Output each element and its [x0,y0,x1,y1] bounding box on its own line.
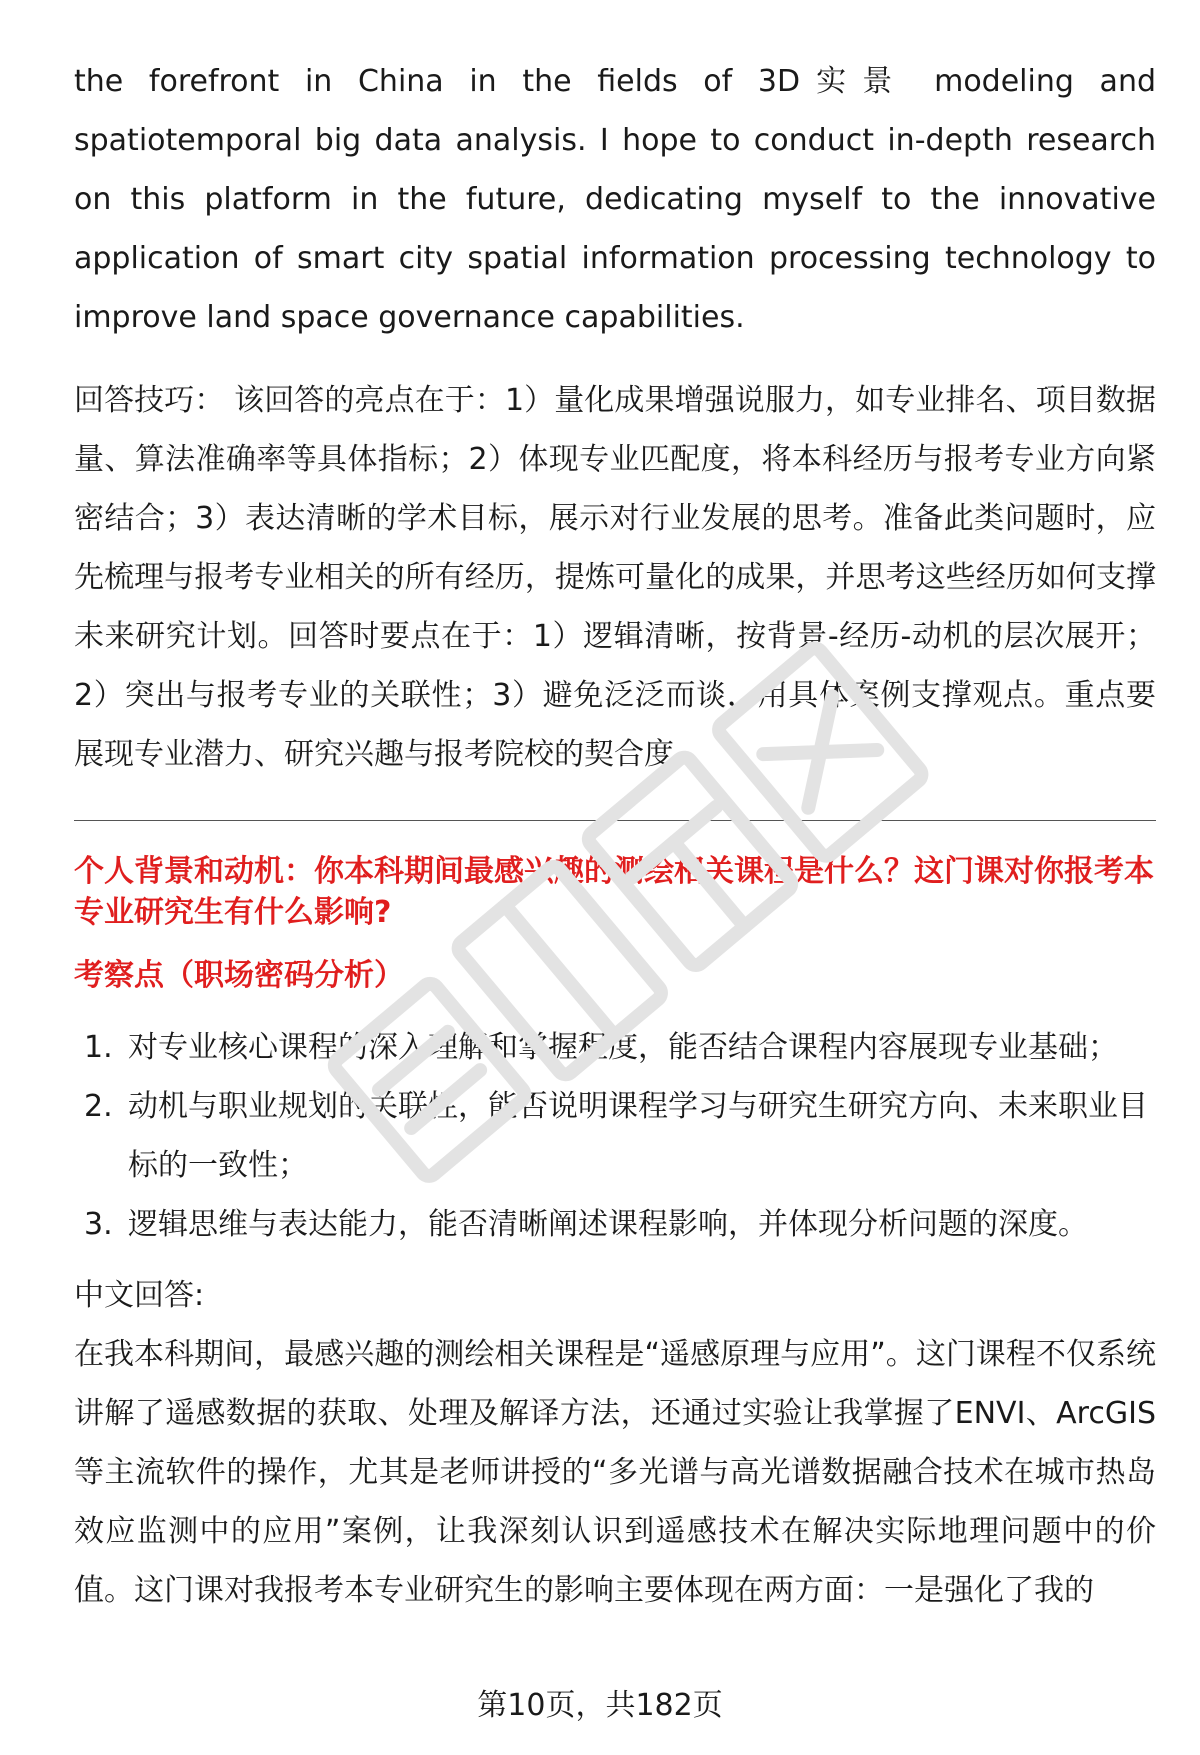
page-footer: 第10页，共182页 [477,1688,723,1723]
list-number: 1. [84,1030,113,1065]
list-number: 2. [84,1089,113,1124]
document-page [74,52,1156,1620]
answer-tip-paragraph: 回答技巧： 该回答的亮点在于：1）量化成果增强说服力，如专业排名、项目数据量、算法准确率等具体指标；2）体现专业匹配度，将本科经历与报考专业方向紧密结合；3）表达清晰的学术目标，展示对行业发展的思考。准备此类问题时，应先梳理与报考专业相关的所有经历，提炼可量化的成果，并思考这些经历如何支撑未来研究计划。回答时要点在于：1）逻辑清晰，按背景-经历-动机的层次展开；2）突出与报考专业的关联性；3）避免泛泛而谈，用具体案例支撑观点。重点要展现专业潜力、研究兴趣与报考院校的契合度。 [74,383,1156,772]
list-item-text: 逻辑思维与表达能力，能否清晰阐述课程影响，并体现分析问题的深度。 [128,1207,1088,1242]
list-item-text: 动机与职业规划的关联性，能否说明课程学习与研究生研究方向、未来职业目标的一致性； [128,1089,1148,1183]
answer-label: 中文回答: [74,1278,205,1313]
evaluation-points-title: 考察点（职场密码分析） [74,958,404,993]
list-item [74,1018,1156,1077]
list-item [74,1195,1156,1254]
intro-paragraph: the forefront in China in the fields of 3D实景 modeling and spatiotemporal big data analysis. I hope to conduct in-depth research on this platform in the future, dedicating myself to the innovative application of smart city spatial information processing technology to improve land space governance capabilities. [74,64,1156,335]
answer-paragraph: 在我本科期间，最感兴趣的测绘相关课程是“遥感原理与应用”。这门课程不仅系统讲解了遥感数据的获取、处理及解译方法，还通过实验让我掌握了ENVI、ArcGIS等主流软件的操作，尤其是老师讲授的“多光谱与高光谱数据融合技术在城市热岛效应监测中的应用”案例，让我深刻认识到遥感技术在解决实际地理问题中的价值。这门课对我报考本专业研究生的影响主要体现在两方面：一是强化了我的 [74,1337,1156,1608]
list-number: 3. [84,1207,113,1242]
list-item-text: 对专业核心课程的深入理解和掌握程度，能否结合课程内容展现专业基础； [128,1030,1118,1065]
question-heading: 个人背景和动机：你本科期间最感兴趣的测绘相关课程是什么？这门课对你报考本专业研究生有什么影响? [74,854,1154,930]
list-item [74,1077,1156,1195]
section-divider [74,820,1156,821]
evaluation-points-list [74,1018,1156,1254]
